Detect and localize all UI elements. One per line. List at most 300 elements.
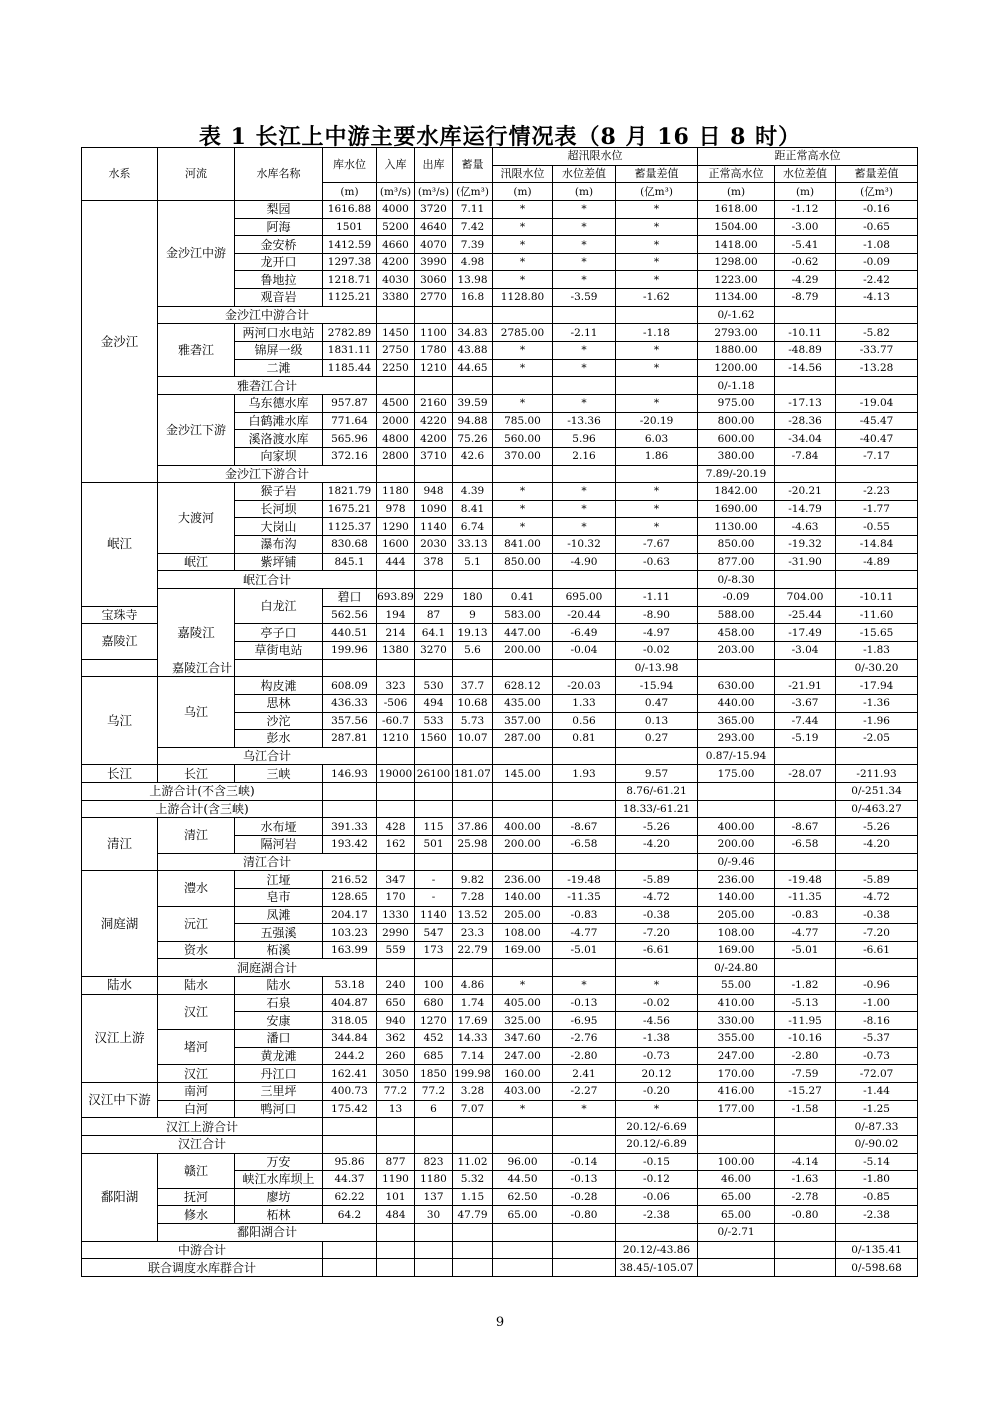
flood-level-diff-cell: -0.83 <box>553 906 616 924</box>
level-cell: 146.93 <box>323 765 377 783</box>
system-cell: 嘉陵江 <box>158 589 235 677</box>
flood-storage-diff-cell: -15.94 <box>616 677 698 695</box>
empty-cell <box>323 1118 377 1136</box>
inflow-cell: 1210 <box>377 730 415 748</box>
river-cell: 金沙江中游 <box>158 200 235 306</box>
level-cell: 400.73 <box>323 1082 377 1100</box>
outflow-cell: 1780 <box>415 342 453 360</box>
inflow-cell: 559 <box>377 941 415 959</box>
normal-level-cell: 588.00 <box>698 606 775 624</box>
inflow-cell: 13 <box>377 1100 415 1118</box>
normal-storage-diff-cell: -0.09 <box>836 253 918 271</box>
flood-storage-diff-cell: 20.12 <box>616 1065 698 1083</box>
river-cell: 赣江 <box>158 1153 235 1188</box>
normal-level-diff-cell: -5.41 <box>775 236 836 254</box>
flood-storage-diff-cell: * <box>616 500 698 518</box>
level-cell: 440.51 <box>323 624 377 642</box>
level-cell: 693.89 <box>377 589 415 607</box>
normal-storage-diff-cell: -2.05 <box>836 730 918 748</box>
empty-cell <box>453 1224 493 1242</box>
unit-cell: (亿m³) <box>836 183 918 201</box>
normal-level-cell: 65.00 <box>698 1188 775 1206</box>
storage-cell: 13.98 <box>453 271 493 289</box>
normal-storage-diff-cell: -72.07 <box>836 1065 918 1083</box>
header-flood-level-diff: 水位差值 <box>553 165 616 183</box>
subtotal-label: 嘉陵江合计 <box>82 659 323 677</box>
reservoir-name-cell: 金安桥 <box>235 236 323 254</box>
inflow-cell: 2800 <box>377 447 415 465</box>
subtotal-flood-storage-diff: 0/-2.71 <box>698 1224 775 1242</box>
level-cell: 216.52 <box>323 871 377 889</box>
outflow-cell: 3710 <box>415 447 453 465</box>
normal-storage-diff-cell: -14.84 <box>836 536 918 554</box>
normal-level-diff-cell: -19.32 <box>775 536 836 554</box>
subtotal-flood-storage-diff: 38.45/-105.07 <box>616 1259 698 1277</box>
inflow-cell: 101 <box>377 1188 415 1206</box>
unit-cell: (m) <box>698 183 775 201</box>
storage-cell: 33.13 <box>453 536 493 554</box>
normal-level-diff-cell: -10.11 <box>836 589 918 607</box>
outflow-cell: 680 <box>415 994 453 1012</box>
inflow-cell: 1380 <box>377 641 415 659</box>
outflow-cell: 2770 <box>415 289 453 307</box>
outflow-cell: 1090 <box>415 500 453 518</box>
flood-level-diff-cell: -0.28 <box>553 1188 616 1206</box>
normal-level-diff-cell: -17.49 <box>775 624 836 642</box>
empty-cell <box>616 959 698 977</box>
empty-cell <box>377 853 415 871</box>
flood-storage-diff-cell: * <box>616 483 698 501</box>
flood-level-cell: 236.00 <box>493 871 553 889</box>
outflow-cell: 1140 <box>415 518 453 536</box>
outflow-cell: 494 <box>415 694 453 712</box>
normal-level-cell: 416.00 <box>698 1082 775 1100</box>
normal-storage-diff-cell: -4.72 <box>836 888 918 906</box>
normal-storage-diff-cell: -7.20 <box>836 924 918 942</box>
storage-cell: 16.8 <box>453 289 493 307</box>
flood-level-diff-cell: -2.11 <box>553 324 616 342</box>
normal-storage-diff-cell: -1.25 <box>836 1100 918 1118</box>
flood-level-cell: 405.00 <box>493 994 553 1012</box>
level-cell: 103.23 <box>323 924 377 942</box>
flood-level-diff-cell: -0.13 <box>553 994 616 1012</box>
normal-storage-diff-cell: -5.89 <box>836 871 918 889</box>
normal-level-cell: 1418.00 <box>698 236 775 254</box>
flood-level-cell: 325.00 <box>493 1012 553 1030</box>
flood-level-cell: * <box>493 236 553 254</box>
flood-level-cell: 140.00 <box>493 888 553 906</box>
subtotal-flood-storage-diff: 0/-9.46 <box>698 853 775 871</box>
empty-cell <box>415 800 453 818</box>
page-number: 9 <box>495 1315 505 1330</box>
level-cell: 318.05 <box>323 1012 377 1030</box>
normal-level-diff-cell: -6.58 <box>775 835 836 853</box>
flood-level-cell: 447.00 <box>493 624 553 642</box>
inflow-cell: 4500 <box>377 394 415 412</box>
storage-cell: 4.98 <box>453 253 493 271</box>
table-row <box>82 200 918 218</box>
flood-storage-diff-cell: -4.20 <box>616 835 698 853</box>
inflow-cell: 1180 <box>377 483 415 501</box>
header-river: 河流 <box>158 148 235 201</box>
empty-cell <box>775 747 836 765</box>
flood-level-cell: * <box>493 500 553 518</box>
empty-cell <box>836 571 918 589</box>
level-cell: 344.84 <box>323 1030 377 1048</box>
flood-level-cell: 403.00 <box>493 1082 553 1100</box>
normal-storage-diff-cell: -8.16 <box>836 1012 918 1030</box>
normal-level-cell: 1223.00 <box>698 271 775 289</box>
river-cell: 抚河 <box>158 1188 235 1206</box>
storage-cell: 7.28 <box>453 888 493 906</box>
subtotal-flood-storage-diff: 20.12/-43.86 <box>616 1241 698 1259</box>
empty-cell <box>415 853 453 871</box>
empty-cell <box>775 306 836 324</box>
flood-level-diff-cell: * <box>553 342 616 360</box>
flood-level-cell: * <box>493 483 553 501</box>
table-row <box>82 906 918 924</box>
inflow-cell: 240 <box>377 977 415 995</box>
flood-storage-diff-cell: -0.73 <box>616 1047 698 1065</box>
storage-cell: 47.79 <box>453 1206 493 1224</box>
empty-cell <box>453 1259 493 1277</box>
empty-cell <box>775 1224 836 1242</box>
empty-cell <box>775 959 836 977</box>
header-normal-storage-diff: 蓄量差值 <box>836 165 918 183</box>
normal-storage-diff-cell: -13.28 <box>836 359 918 377</box>
flood-level-diff-cell: 0.81 <box>553 730 616 748</box>
unit-cell: (m) <box>775 183 836 201</box>
table-row <box>82 1206 918 1224</box>
outflow-cell: 1210 <box>415 359 453 377</box>
empty-cell <box>775 659 836 677</box>
normal-storage-diff-cell: -1.77 <box>836 500 918 518</box>
normal-storage-diff-cell: -5.14 <box>836 1153 918 1171</box>
flood-storage-diff-cell: * <box>616 236 698 254</box>
empty-cell <box>698 1135 775 1153</box>
flood-level-diff-cell: -11.35 <box>553 888 616 906</box>
flood-level-cell: 287.00 <box>493 730 553 748</box>
normal-storage-diff-cell: -5.82 <box>836 324 918 342</box>
reservoir-name-cell: 草街电站 <box>235 641 323 659</box>
storage-cell: 7.14 <box>453 1047 493 1065</box>
inflow-cell: 5200 <box>377 218 415 236</box>
normal-storage-diff-cell: -0.65 <box>836 218 918 236</box>
normal-level-cell: 2793.00 <box>698 324 775 342</box>
empty-cell <box>377 1224 415 1242</box>
table-title: 表 1 长江上中游主要水库运行情况表（8 月 16 日 8 时） <box>198 124 802 150</box>
storage-cell: 10.07 <box>453 730 493 748</box>
normal-level-cell: 1690.00 <box>698 500 775 518</box>
inflow-cell: 650 <box>377 994 415 1012</box>
level-cell: 128.65 <box>323 888 377 906</box>
storage-cell: 5.32 <box>453 1171 493 1189</box>
normal-level-cell: 203.00 <box>698 641 775 659</box>
subtotal-row <box>82 747 918 765</box>
river-cell: 清江 <box>158 818 235 853</box>
empty-cell <box>453 1241 493 1259</box>
reservoir-name-cell: 丹江口 <box>235 1065 323 1083</box>
level-cell: 163.99 <box>323 941 377 959</box>
level-cell: 1185.44 <box>323 359 377 377</box>
normal-level-diff-cell: -11.35 <box>775 888 836 906</box>
empty-cell <box>377 1135 415 1153</box>
normal-level-diff-cell: -8.79 <box>775 289 836 307</box>
normal-level-cell: 108.00 <box>698 924 775 942</box>
flood-level-cell: * <box>493 518 553 536</box>
normal-level-cell: 877.00 <box>698 553 775 571</box>
flood-level-cell: 583.00 <box>493 606 553 624</box>
empty-cell <box>415 747 453 765</box>
system-cell: 乌江 <box>82 677 158 765</box>
flood-level-cell: 347.60 <box>493 1030 553 1048</box>
subtotal-normal-storage-diff: 0/-87.33 <box>836 1118 918 1136</box>
outflow-cell: 3060 <box>415 271 453 289</box>
outflow-cell: 3270 <box>415 641 453 659</box>
empty-cell <box>553 306 616 324</box>
normal-level-cell: 850.00 <box>698 536 775 554</box>
normal-storage-diff-cell: -0.55 <box>836 518 918 536</box>
reservoir-name-cell: 黄龙滩 <box>235 1047 323 1065</box>
subtotal-label: 洞庭湖合计 <box>158 959 377 977</box>
storage-cell: 199.98 <box>453 1065 493 1083</box>
empty-cell <box>553 853 616 871</box>
outflow-cell: 173 <box>415 941 453 959</box>
empty-cell <box>553 1241 616 1259</box>
flood-level-diff-cell: -3.59 <box>553 289 616 307</box>
level-cell: 175.42 <box>323 1100 377 1118</box>
flood-level-cell: 44.50 <box>493 1171 553 1189</box>
river-cell: 汉江 <box>158 994 235 1029</box>
flood-level-cell: 841.00 <box>493 536 553 554</box>
reservoir-name-cell: 溪洛渡水库 <box>235 430 323 448</box>
empty-cell <box>377 465 415 483</box>
empty-cell <box>553 747 616 765</box>
storage-cell: 6.74 <box>453 518 493 536</box>
normal-storage-diff-cell: -19.04 <box>836 394 918 412</box>
reservoir-name-cell: 潘口 <box>235 1030 323 1048</box>
subtotal-normal-storage-diff: 0/-90.02 <box>836 1135 918 1153</box>
flood-level-diff-cell: -2.27 <box>553 1082 616 1100</box>
normal-level-cell: 200.00 <box>698 835 775 853</box>
empty-cell <box>493 571 553 589</box>
empty-cell <box>616 747 698 765</box>
subtotal-label: 汉江上游合计 <box>82 1118 323 1136</box>
storage-cell: 34.83 <box>453 324 493 342</box>
storage-cell: 0.41 <box>493 589 553 607</box>
empty-cell <box>493 377 553 395</box>
flood-level-cell: 2785.00 <box>493 324 553 342</box>
reservoir-name-cell: 水布垭 <box>235 818 323 836</box>
header-normal-group: 距正常高水位 <box>698 148 918 166</box>
flood-level-diff-cell: -8.67 <box>553 818 616 836</box>
level-cell: 95.86 <box>323 1153 377 1171</box>
storage-cell: 25.98 <box>453 835 493 853</box>
system-cell: 清江 <box>82 818 158 871</box>
subtotal-flood-storage-diff: 20.12/-6.89 <box>616 1135 698 1153</box>
empty-cell <box>415 1259 453 1277</box>
flood-level-diff-cell: * <box>553 500 616 518</box>
empty-cell <box>616 1224 698 1242</box>
inflow-cell: 2000 <box>377 412 415 430</box>
inflow-cell: 978 <box>377 500 415 518</box>
flood-level-cell: 145.00 <box>493 765 553 783</box>
level-cell: 287.81 <box>323 730 377 748</box>
level-cell: 53.18 <box>323 977 377 995</box>
empty-cell <box>775 377 836 395</box>
inflow-cell: 1290 <box>377 518 415 536</box>
flood-storage-diff-cell: -0.38 <box>616 906 698 924</box>
subtotal-flood-storage-diff: 7.89/-20.19 <box>698 465 775 483</box>
header-system: 水系 <box>82 148 158 201</box>
empty-cell <box>377 1118 415 1136</box>
outflow-cell: 26100 <box>415 765 453 783</box>
system-cell: 金沙江 <box>82 200 158 482</box>
flood-level-cell: * <box>493 218 553 236</box>
subtotal-label: 岷江合计 <box>158 571 377 589</box>
inflow-cell: -506 <box>377 694 415 712</box>
empty-cell <box>836 747 918 765</box>
flood-level-diff-cell: 5.96 <box>553 430 616 448</box>
flood-storage-diff-cell: * <box>616 977 698 995</box>
empty-cell <box>616 306 698 324</box>
normal-level-diff-cell: -14.79 <box>775 500 836 518</box>
normal-storage-diff-cell: -1.08 <box>836 236 918 254</box>
normal-storage-diff-cell: -40.47 <box>836 430 918 448</box>
subtotal-row <box>82 1224 918 1242</box>
outflow-cell: 2160 <box>415 394 453 412</box>
normal-level-diff-cell: -5.19 <box>775 730 836 748</box>
storage-cell: 8.41 <box>453 500 493 518</box>
flood-storage-diff-cell: -0.20 <box>616 1082 698 1100</box>
river-cell: 雅砻江 <box>158 324 235 377</box>
flood-storage-diff-cell: -0.06 <box>616 1188 698 1206</box>
inflow-cell: 347 <box>377 871 415 889</box>
empty-cell <box>415 306 453 324</box>
normal-level-cell: 46.00 <box>698 1171 775 1189</box>
inflow-cell: 4800 <box>377 430 415 448</box>
empty-cell <box>323 783 377 801</box>
outflow-cell: 100 <box>415 977 453 995</box>
normal-storage-diff-cell: -0.85 <box>836 1188 918 1206</box>
level-cell: 562.56 <box>323 606 377 624</box>
subtotal-row <box>82 465 918 483</box>
storage-cell: 22.79 <box>453 941 493 959</box>
level-cell: 372.16 <box>323 447 377 465</box>
empty-cell <box>453 659 493 677</box>
river-cell: 大渡河 <box>158 483 235 554</box>
level-cell: 1501 <box>323 218 377 236</box>
empty-cell <box>836 1224 918 1242</box>
subtotal-label: 汉江合计 <box>82 1135 323 1153</box>
empty-cell <box>415 659 453 677</box>
empty-cell <box>493 800 553 818</box>
normal-level-diff-cell: -0.83 <box>775 906 836 924</box>
empty-cell <box>415 1135 453 1153</box>
subtotal-label: 鄱阳湖合计 <box>158 1224 377 1242</box>
flood-level-diff-cell: -0.80 <box>553 1206 616 1224</box>
flood-storage-diff-cell: -1.62 <box>616 289 698 307</box>
normal-storage-diff-cell: -7.17 <box>836 447 918 465</box>
flood-level-diff-cell: -19.48 <box>553 871 616 889</box>
level-cell: 845.1 <box>323 553 377 571</box>
inflow-cell: 362 <box>377 1030 415 1048</box>
outflow-cell: 533 <box>415 712 453 730</box>
level-cell: 204.17 <box>323 906 377 924</box>
normal-level-diff-cell: -19.48 <box>775 871 836 889</box>
normal-level-cell: 600.00 <box>698 430 775 448</box>
normal-level-diff-cell: -28.36 <box>775 412 836 430</box>
normal-level-cell: 55.00 <box>698 977 775 995</box>
flood-storage-diff-cell: 1.86 <box>616 447 698 465</box>
flood-storage-diff-cell: * <box>616 394 698 412</box>
empty-cell <box>553 1224 616 1242</box>
flood-level-diff-cell: -2.80 <box>553 1047 616 1065</box>
level-cell: 2782.89 <box>323 324 377 342</box>
normal-level-diff-cell: -1.12 <box>775 200 836 218</box>
normal-storage-diff-cell: -211.93 <box>836 765 918 783</box>
reservoir-name-cell: 瀑布沟 <box>235 536 323 554</box>
storage-cell: 10.68 <box>453 694 493 712</box>
flood-level-cell: * <box>493 977 553 995</box>
flood-level-cell: 357.00 <box>493 712 553 730</box>
normal-level-diff-cell: -2.78 <box>775 1188 836 1206</box>
inflow-cell: 1600 <box>377 536 415 554</box>
normal-storage-diff-cell: -5.26 <box>836 818 918 836</box>
normal-level-cell: 175.00 <box>698 765 775 783</box>
river-cell: 堵河 <box>158 1030 235 1065</box>
normal-level-cell: 630.00 <box>698 677 775 695</box>
outflow-cell: 501 <box>415 835 453 853</box>
inflow-cell: 194 <box>377 606 415 624</box>
outflow-cell: 1180 <box>415 1171 453 1189</box>
empty-cell <box>775 1259 836 1277</box>
normal-level-diff-cell: -15.27 <box>775 1082 836 1100</box>
normal-level-cell: 440.00 <box>698 694 775 712</box>
empty-cell <box>453 800 493 818</box>
reservoir-name-cell: 构皮滩 <box>235 677 323 695</box>
empty-cell <box>453 571 493 589</box>
normal-storage-diff-cell: -5.37 <box>836 1030 918 1048</box>
reservoir-name-cell: 二滩 <box>235 359 323 377</box>
table-row <box>82 941 918 959</box>
empty-cell <box>553 959 616 977</box>
storage-cell: 181.07 <box>453 765 493 783</box>
empty-cell <box>836 853 918 871</box>
inflow-cell: 4660 <box>377 236 415 254</box>
normal-level-cell: 800.00 <box>698 412 775 430</box>
subtotal-flood-storage-diff: 18.33/-61.21 <box>616 800 698 818</box>
flood-level-diff-cell: * <box>553 271 616 289</box>
level-cell: 1412.59 <box>323 236 377 254</box>
subtotal-row <box>82 377 918 395</box>
subtotal-label: 金沙江下游合计 <box>158 465 377 483</box>
flood-storage-diff-cell: * <box>616 218 698 236</box>
inflow-cell: 484 <box>377 1206 415 1224</box>
flood-level-cell: 96.00 <box>493 1153 553 1171</box>
flood-storage-diff-cell: * <box>616 253 698 271</box>
river-cell: 白龙江 <box>235 589 323 624</box>
inflow-cell: 260 <box>377 1047 415 1065</box>
flood-storage-diff-cell: -20.19 <box>616 412 698 430</box>
reservoir-name-cell: 五强溪 <box>235 924 323 942</box>
empty-cell <box>553 783 616 801</box>
unit-cell: (m) <box>323 183 377 201</box>
empty-cell <box>323 1259 377 1277</box>
normal-level-diff-cell: -4.29 <box>775 271 836 289</box>
reservoir-name-cell: 向家坝 <box>235 447 323 465</box>
flood-level-diff-cell: 2.41 <box>553 1065 616 1083</box>
